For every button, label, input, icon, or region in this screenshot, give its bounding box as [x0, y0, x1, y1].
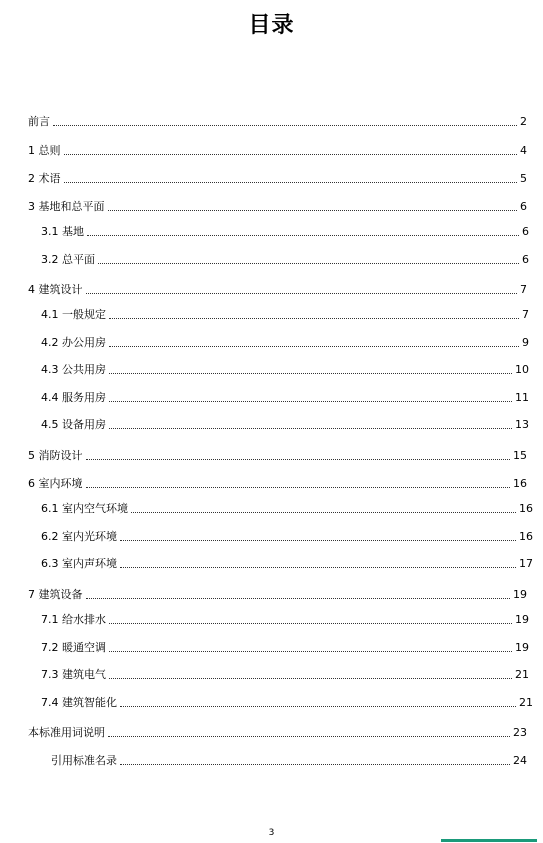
toc-entry-4-1[interactable]	[41, 308, 529, 322]
toc-dot-leader	[98, 262, 519, 264]
toc-entry-3[interactable]	[28, 200, 527, 214]
toc-entry-usage-notes[interactable]	[28, 726, 527, 740]
toc-entry-7-3[interactable]	[41, 668, 529, 682]
toc-dot-leader	[109, 317, 519, 319]
toc-entry-4-4[interactable]	[41, 391, 529, 405]
toc-entry-page-number: 4	[520, 144, 527, 157]
toc-entry-page-number: 21	[515, 668, 529, 681]
toc-entry-page-number: 15	[513, 449, 527, 462]
toc-entry-1[interactable]	[28, 144, 527, 158]
toc-entry-page-number: 2	[520, 115, 527, 128]
toc-dot-leader	[64, 153, 518, 155]
toc-entry-label: 6.1 室内空气环境	[41, 502, 128, 515]
toc-entry-7-4[interactable]	[41, 696, 533, 710]
toc-entry-label: 3 基地和总平面	[28, 200, 105, 213]
toc-entry-page-number: 11	[515, 391, 529, 404]
toc-entry-label: 7.2 暖通空调	[41, 641, 106, 654]
toc-entry-label: 4.4 服务用房	[41, 391, 106, 404]
toc-entry-page-number: 9	[522, 336, 529, 349]
page-number: 3	[268, 828, 275, 838]
toc-entry-preface[interactable]	[28, 115, 527, 129]
toc-entry-cited-standards[interactable]	[51, 754, 527, 768]
toc-dot-leader	[86, 486, 511, 488]
toc-entry-6-1[interactable]	[41, 502, 533, 516]
toc-entry-page-number: 6	[522, 225, 529, 238]
toc-dot-leader	[120, 539, 516, 541]
toc-entry-3-1[interactable]	[41, 225, 529, 239]
toc-entry-page-number: 6	[520, 200, 527, 213]
toc-entry-label: 前言	[28, 115, 50, 128]
toc-entry-page-number: 7	[522, 308, 529, 321]
toc-entry-label: 6.3 室内声环境	[41, 557, 117, 570]
toc-entry-7-2[interactable]	[41, 641, 529, 655]
toc-entry-page-number: 21	[519, 696, 533, 709]
toc-entry-page-number: 7	[520, 283, 527, 296]
toc-entry-4-3[interactable]	[41, 363, 529, 377]
toc-entry-2[interactable]	[28, 172, 527, 186]
toc-entry-label: 4 建筑设计	[28, 283, 83, 296]
toc-entry-page-number: 17	[519, 557, 533, 570]
toc-entry-label: 6 室内环境	[28, 477, 83, 490]
toc-entry-label: 7.3 建筑电气	[41, 668, 106, 681]
toc-dot-leader	[109, 427, 512, 429]
toc-dot-leader	[109, 345, 519, 347]
toc-dot-leader	[109, 400, 512, 402]
toc-dot-leader	[120, 763, 510, 765]
footer-accent-bar	[441, 839, 537, 842]
toc-dot-leader	[86, 292, 518, 294]
toc-entry-label: 6.2 室内光环境	[41, 530, 117, 543]
toc-entry-label: 3.1 基地	[41, 225, 84, 238]
toc-entry-page-number: 10	[515, 363, 529, 376]
toc-entry-page-number: 24	[513, 754, 527, 767]
toc-entry-label: 引用标准名录	[51, 754, 117, 767]
toc-entry-label: 4.1 一般规定	[41, 308, 106, 321]
toc-entry-4-5[interactable]	[41, 418, 529, 432]
toc-entry-page-number: 16	[519, 530, 533, 543]
page-title: 目录	[248, 12, 295, 38]
toc-entry-page-number: 19	[513, 588, 527, 601]
toc-entry-label: 7.4 建筑智能化	[41, 696, 117, 709]
toc-entry-6[interactable]	[28, 477, 527, 491]
toc-entry-page-number: 19	[515, 613, 529, 626]
toc-entry-label: 7 建筑设备	[28, 588, 83, 601]
toc-entry-label: 3.2 总平面	[41, 253, 95, 266]
toc-dot-leader	[131, 511, 516, 513]
toc-entry-label: 本标准用词说明	[28, 726, 105, 739]
toc-dot-leader	[109, 372, 512, 374]
toc-entry-3-2[interactable]	[41, 253, 529, 267]
toc-entry-7[interactable]	[28, 588, 527, 602]
toc-entry-page-number: 6	[522, 253, 529, 266]
toc-dot-leader	[109, 650, 512, 652]
toc-entry-label: 5 消防设计	[28, 449, 83, 462]
toc-dot-leader	[53, 124, 517, 126]
toc-dot-leader	[108, 209, 518, 211]
toc-dot-leader	[86, 458, 511, 460]
toc-dot-leader	[109, 677, 512, 679]
toc-entry-label: 7.1 给水排水	[41, 613, 106, 626]
toc-entry-page-number: 23	[513, 726, 527, 739]
toc-entry-page-number: 19	[515, 641, 529, 654]
toc-dot-leader	[120, 705, 516, 707]
toc-entry-page-number: 13	[515, 418, 529, 431]
toc-dot-leader	[120, 566, 516, 568]
toc-entry-label: 4.3 公共用房	[41, 363, 106, 376]
toc-entry-label: 4.2 办公用房	[41, 336, 106, 349]
toc-entry-page-number: 16	[513, 477, 527, 490]
toc-entry-5[interactable]	[28, 449, 527, 463]
toc-dot-leader	[86, 597, 511, 599]
toc-entry-6-2[interactable]	[41, 530, 533, 544]
toc-entry-page-number: 16	[519, 502, 533, 515]
toc-entry-7-1[interactable]	[41, 613, 529, 627]
toc-entry-4[interactable]	[28, 283, 527, 297]
toc-entry-label: 2 术语	[28, 172, 61, 185]
toc-entry-page-number: 5	[520, 172, 527, 185]
toc-dot-leader	[87, 234, 519, 236]
toc-entry-6-3[interactable]	[41, 557, 533, 571]
toc-dot-leader	[64, 181, 518, 183]
toc-entry-label: 1 总则	[28, 144, 61, 157]
toc-entry-4-2[interactable]	[41, 336, 529, 350]
toc-dot-leader	[109, 622, 512, 624]
toc-entry-label: 4.5 设备用房	[41, 418, 106, 431]
toc-dot-leader	[108, 735, 510, 737]
